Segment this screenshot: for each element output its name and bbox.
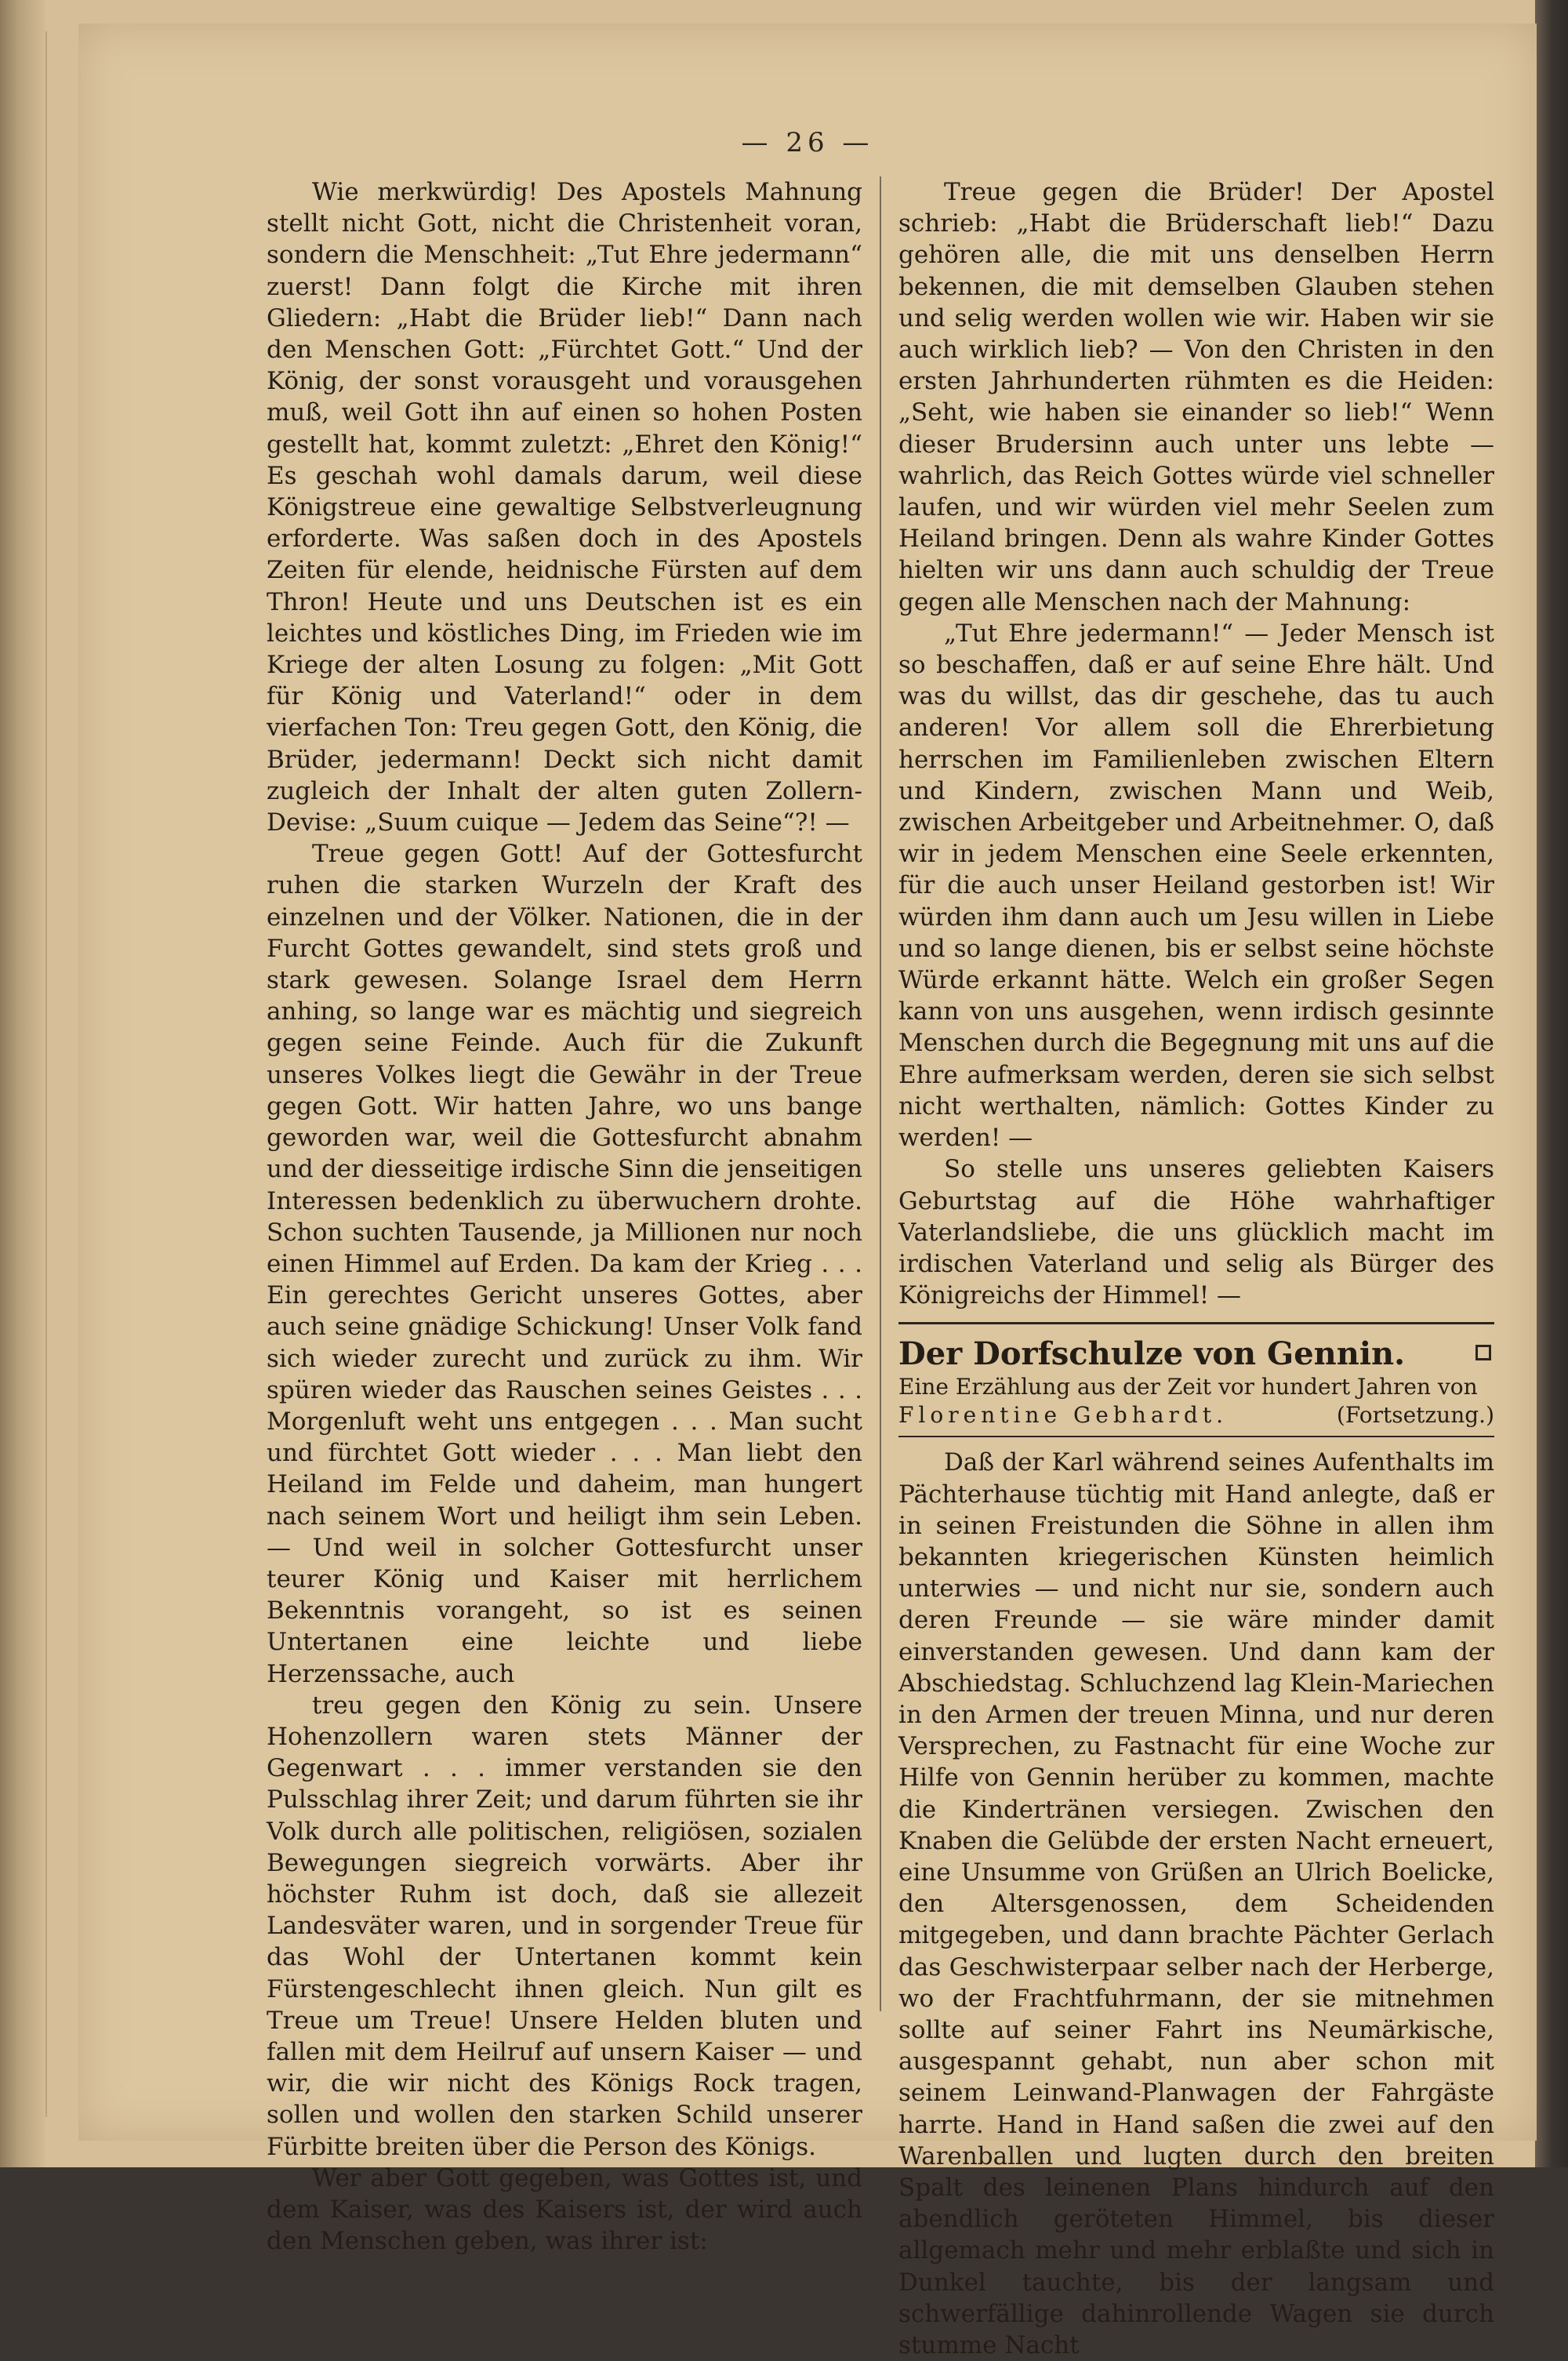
paragraph: So stelle uns unseres geliebten Kaisers Geburtstag auf die Höhe wahrhaftiger Vaterlandsliebe, die uns glücklich macht im irdischen Vaterland und selig als Bürger des Königreichs der Himmel! — [898, 1155, 1494, 1310]
square-ornament-icon [1475, 1345, 1491, 1360]
story-byline [898, 1401, 1494, 1429]
page-number: — 26 — [741, 127, 874, 158]
page-edge-left [0, 0, 45, 2167]
paragraph: treu gegen den König zu sein. Unsere Hohenzollern waren stets Männer der Gegenwart . . . immer verstanden sie den Pulsschlag ihrer Zeit; und darum führten sie ihr Volk durch alle politischen, religiösen, sozialen Bewegungen siegreich vorwärts. Aber ihr höchster Ruhm ist doch, daß sie allezeit Landesväter waren, und in sorgender Treue für das Wohl der Untertanen kommt kein Fürstengeschlecht ihnen gleich. Nun gilt es Treue um Treue! Unsere Helden bluten und fallen mit dem Heilruf auf unsern Kaiser — und wir, die wir nicht des Königs Rock tragen, sollen und wollen den starken Schild unserer Fürbitte breiten über die Person des Königs. [267, 1691, 862, 2161]
story-author: Florentine Gebhardt. [898, 1402, 1228, 1429]
story-title [898, 1335, 1494, 1373]
paragraph: „Tut Ehre jedermann!“ — Jeder Mensch ist so beschaffen, daß er auf seine Ehre hält. Und was du willst, das dir geschehe, das tu auch anderen! Vor allem soll die Ehrerbietung herrschen im Familienleben zwischen Eltern und Kindern, zwischen Mann und Weib, zwischen Arbeitgeber und Arbeitnehmer. O, daß wir in jedem Menschen eine Seele erkennten, für die auch unser Heiland gestorben ist! Wir würden ihm dann auch um Jesu willen in Liebe und so lange dienen, bis er selbst seine höchste Würde erkannt hätte. Welch ein großer Segen kann von uns ausgehen, wenn irdisch gesinnte Menschen durch die Begegnung mit uns auf die Ehre aufmerksam werden, deren sie sich selbst nicht werthalten, nämlich: Gottes Kinder zu werden! — [898, 619, 1494, 1153]
paragraph: Treue gegen die Brüder! Der Apostel schrieb: „Habt die Brüderschaft lieb!“ Dazu gehören alle, die mit uns denselben Herrn bekennen, die mit demselben Glauben stehen und selig werden wollen wie wir. Haben wir sie auch wirklich lieb? — Von den Christen in den ersten Jahrhunderten rühmten es die Heiden: „Seht, wie haben sie einander so lieb!“ Wenn dieser Brudersinn auch unter uns lebte — wahrlich, das Reich Gottes würde viel schneller laufen, und wir würden viel mehr Seelen zum Heiland bringen. Denn als wahre Kinder Gottes hielten wir uns dann auch schuldig der Treue gegen alle Menschen nach der Mahnung: [898, 178, 1494, 616]
story-continuation: (Fortsetzung.) [1336, 1402, 1494, 1429]
binding-edge-right [1535, 0, 1568, 2167]
story-title-text: Der Dorfschulze von Gennin. [898, 1335, 1406, 1373]
story-paragraph: Daß der Karl während seines Aufenthalts im Pächterhause tüchtig mit Hand anlegte, daß er in seinen Freistunden die Söhne in allen ihm bekannten kriegerischen Künsten heimlich unterwies — und nicht nur sie, sondern auch deren Freunde — sie wäre minder damit einverstanden gewesen. Und dann kam der Abschiedstag. Schluchzend lag Klein-Mariechen in den Armen der treuen Minna, und nur deren Versprechen, zu Fastnacht für eine Woche zur Hilfe von Gennin herüber zu kommen, machte die Kindertränen versiegen. Zwischen den Knaben die Gelübde der ersten Nacht erneuert, eine Unsumme von Grüßen an Ulrich Boelicke, den Altersgenossen, dem Scheidenden mitgegeben, und dann brachte Pächter Gerlach das Geschwisterpaar selber nach der Herberge, wo der Frachtfuhrmann, der sie mitnehmen sollte auf seiner Fahrt ins Neumärkische, ausgespannt gehabt, nun aber schon mit seinem Leinwand-Planwagen der Fahrgäste harrte. Hand in Hand saßen die zwei auf den Warenballen und lugten durch den breiten Spalt des leinenen Plans hindurch auf den abendlich geröteten Himmel, bis dieser allgemach mehr und mehr erblaßte und sich in Dunkel tauchte, bis der langsam und schwerfällige dahinrollende Wagen sie durch stumme Nacht [898, 1448, 1494, 2359]
paragraph: Treue gegen Gott! Auf der Gottesfurcht ruhen die starken Wurzeln der Kraft des einzelnen und der Völker. Nationen, die in der Furcht Gottes gewandelt, sind stets groß und stark gewesen. Solange Israel dem Herrn anhing, so lange war es mächtig und siegreich gegen seine Feinde. Auch für die Zukunft unseres Volkes liegt die Gewähr in der Treue gegen Gott. Wir hatten Jahre, wo uns bange geworden war, weil die Gottesfurcht abnahm und der diesseitige irdische Sinn die jenseitigen Interessen bedenklich zu überwuchern drohte. Schon suchten Tausende, ja Millionen nur noch einen Himmel auf Erden. Da kam der Krieg . . . Ein gerechtes Gericht unseres Gottes, aber auch seine gnädige Schickung! Unser Volk fand sich wieder zurecht und zurück zu ihm. Wir spüren wieder das Rauschen seines Geistes . . . Morgenluft weht uns entgegen . . . Man sucht und fürchtet Gott wieder . . . Man liebt den Heiland im Felde und daheim, man hungert nach seinem Wort und heiligt ihm sein Leben. — Und weil in solcher Gottesfurcht unser teurer König und Kaiser mit herrlichem Bekenntnis vorangeht, so ist es seinen Untertanen eine leichte und liebe Herzenssache, auch [267, 840, 862, 1688]
paragraph: Wer aber Gott gegeben, was Gottes ist, und dem Kaiser, was des Kaisers ist, der wird auch den Menschen geben, was ihrer ist: [267, 2163, 862, 2256]
left-column [267, 176, 862, 2257]
page-edge-lines [45, 31, 80, 2117]
column-divider [880, 176, 881, 2011]
story-separator [898, 1436, 1494, 1437]
article-separator [898, 1322, 1494, 1324]
right-column [898, 176, 1494, 2361]
story-subtitle: Eine Erzählung aus der Zeit vor hundert Jahren von [898, 1374, 1478, 1400]
paragraph: Wie merkwürdig! Des Apostels Mahnung stellt nicht Gott, nicht die Christenheit voran, sondern die Menschheit: „Tut Ehre jedermann“ zuerst! Dann folgt die Kirche mit ihren Gliedern: „Habt die Brüder lieb!“ Dann nach den Menschen Gott: „Fürchtet Gott.“ Und der König, der sonst vorausgeht und vorausgehen muß, weil Gott ihn auf einen so hohen Posten gestellt hat, kommt zuletzt: „Ehret den König!“ Es geschah wohl damals darum, weil diese Königstreue eine gewaltige Selbstverleugnung erforderte. Was saßen doch in des Apostels Zeiten für elende, heidnische Fürsten auf dem Thron! Heute und uns Deutschen ist es ein leichtes und köstliches Ding, im Frieden wie im Kriege der alten Losung zu folgen: „Mit Gott für König und Vaterland!“ oder in dem vierfachen Ton: Treu gegen Gott, den König, die Brüder, jedermann! Deckt sich nicht damit zugleich der Inhalt der alten guten Zollern-Devise: „Suum cuique — Jedem das Seine“?! — [267, 178, 862, 837]
